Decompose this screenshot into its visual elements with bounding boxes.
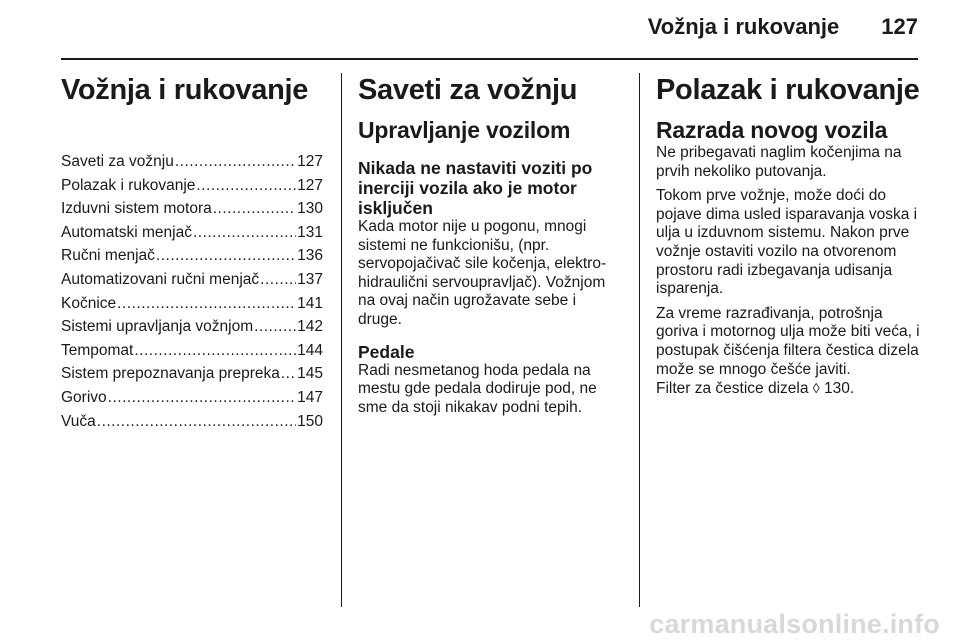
toc-entry-label: Saveti za vožnju bbox=[61, 153, 174, 170]
toc-entry[interactable] bbox=[61, 315, 323, 339]
toc-entry[interactable] bbox=[61, 386, 323, 410]
paragraph-4 bbox=[656, 379, 922, 399]
section-title-starting-operating: Polazak i rukovanje bbox=[656, 74, 920, 106]
toc-entry-page: 147 bbox=[297, 388, 323, 406]
toc-leader-dots bbox=[213, 197, 296, 221]
toc-leader-dots bbox=[196, 174, 296, 198]
toc-entry-label: Tempomat bbox=[61, 341, 134, 359]
toc-entry[interactable] bbox=[61, 410, 323, 434]
toc-entry-label: Automatski menjač bbox=[61, 223, 192, 241]
column-driving-tips bbox=[358, 70, 620, 417]
toc-entry-page: 141 bbox=[297, 294, 323, 312]
toc-entry-label: Vuča bbox=[61, 412, 96, 430]
column-starting-operating bbox=[656, 70, 922, 399]
toc-entry-label: Gorivo bbox=[61, 388, 107, 406]
page-number: 127 bbox=[881, 14, 918, 39]
toc-entry-page: 144 bbox=[297, 341, 323, 359]
toc-leader-dots bbox=[97, 410, 296, 434]
table-of-contents bbox=[61, 150, 323, 433]
toc-entry-page: 136 bbox=[297, 247, 323, 265]
toc-leader-dots bbox=[108, 386, 296, 410]
toc-leader-dots bbox=[156, 244, 296, 268]
toc-entry[interactable] bbox=[61, 221, 323, 245]
toc-entry[interactable] bbox=[61, 268, 323, 292]
toc-entry-label: Polazak i rukovanje bbox=[61, 176, 196, 194]
column-toc bbox=[61, 70, 323, 430]
toc-leader-dots bbox=[254, 315, 296, 339]
paragraph-4-text: Filter za čestice dizela bbox=[656, 380, 809, 398]
toc-entry-label: Kočnice bbox=[61, 294, 117, 312]
pedals-text: Radi nesmetanog hoda pedala na mestu gde pedala dodiruje pod, ne sme da stoji nikakav podni tepih. bbox=[358, 361, 597, 416]
subsection-title-running-in: Razrada novog vozila bbox=[656, 117, 888, 143]
cross-reference-page[interactable]: 130. bbox=[824, 380, 855, 398]
paragraph-2: Tokom prve vožnje, može doći do pojave dima usled isparavanja voska i ulja u izduvnom sistemu. Nakon prve vožnje ostaviti vozilo na otvorenom prostoru radi izbegavanja udisanja isparenja. bbox=[656, 187, 918, 298]
toc-entry-page: 127 bbox=[297, 153, 323, 170]
toc-entry[interactable] bbox=[61, 339, 323, 363]
toc-leader-dots bbox=[281, 362, 296, 386]
toc-entry-label: Automatizovani ručni menjač bbox=[61, 270, 260, 288]
toc-entry-label: Sistem prepoznavanja prepreka bbox=[61, 365, 280, 383]
warning-heading: Nikada ne nastaviti voziti po inerciji vozila ako je motor isključen bbox=[358, 158, 593, 218]
toc-entry[interactable] bbox=[61, 174, 323, 198]
toc-leader-dots bbox=[193, 221, 296, 245]
section-title-driving-tips: Saveti za vožnju bbox=[358, 74, 578, 106]
toc-leader-dots bbox=[134, 339, 296, 363]
toc-entry-label: Izduvni sistem motora bbox=[61, 200, 212, 218]
toc-entry[interactable] bbox=[61, 292, 323, 316]
toc-leader-dots bbox=[175, 150, 296, 174]
running-header bbox=[648, 14, 918, 40]
toc-entry[interactable] bbox=[61, 197, 323, 221]
header-rule bbox=[61, 58, 918, 60]
column-divider-1 bbox=[341, 73, 342, 607]
toc-leader-dots bbox=[117, 292, 296, 316]
toc-entry[interactable] bbox=[61, 362, 323, 386]
pedals-heading: Pedale bbox=[358, 341, 415, 362]
column-divider-2 bbox=[639, 73, 640, 607]
toc-entry[interactable] bbox=[61, 150, 323, 174]
toc-entry-label: Sistemi upravljanja vožnjom bbox=[61, 318, 254, 336]
paragraph-3: Za vreme razrađivanja, potrošnja goriva i motornog ulja može biti veća, i postupak čišćenja filtera čestica dizela može se mnogo češće javiti. bbox=[656, 304, 920, 378]
chapter-title: Vožnja i rukovanje bbox=[61, 74, 309, 106]
toc-entry-label: Ručni menjač bbox=[61, 247, 155, 265]
toc-entry-page: 130 bbox=[297, 200, 323, 218]
toc-entry-page: 142 bbox=[297, 318, 323, 336]
running-header-title: Vožnja i rukovanje bbox=[647, 14, 840, 39]
toc-entry-page: 137 bbox=[297, 270, 323, 288]
toc-entry[interactable] bbox=[61, 244, 323, 268]
watermark: carmanualsonline.info bbox=[649, 609, 940, 639]
toc-entry-page: 150 bbox=[297, 412, 323, 430]
toc-entry-page: 127 bbox=[297, 176, 323, 194]
cross-reference-icon: ◊ bbox=[812, 380, 820, 397]
subsection-title-vehicle-control: Upravljanje vozilom bbox=[358, 117, 571, 143]
toc-entry-page: 131 bbox=[297, 223, 323, 241]
paragraph-1: Ne pribegavati naglim kočenjima na prvih nekoliko putovanja. bbox=[656, 144, 902, 180]
toc-leader-dots bbox=[260, 268, 296, 292]
toc-entry-page: 145 bbox=[297, 365, 323, 383]
warning-text: Kada motor nije u pogonu, mnogi sistemi ne funkcionišu, (npr. servopojačivač sile kočenja, elektro-hidraulični servoupravljač). Vožnjom na ovaj način ugrožavate sebe i druge. bbox=[358, 218, 607, 328]
